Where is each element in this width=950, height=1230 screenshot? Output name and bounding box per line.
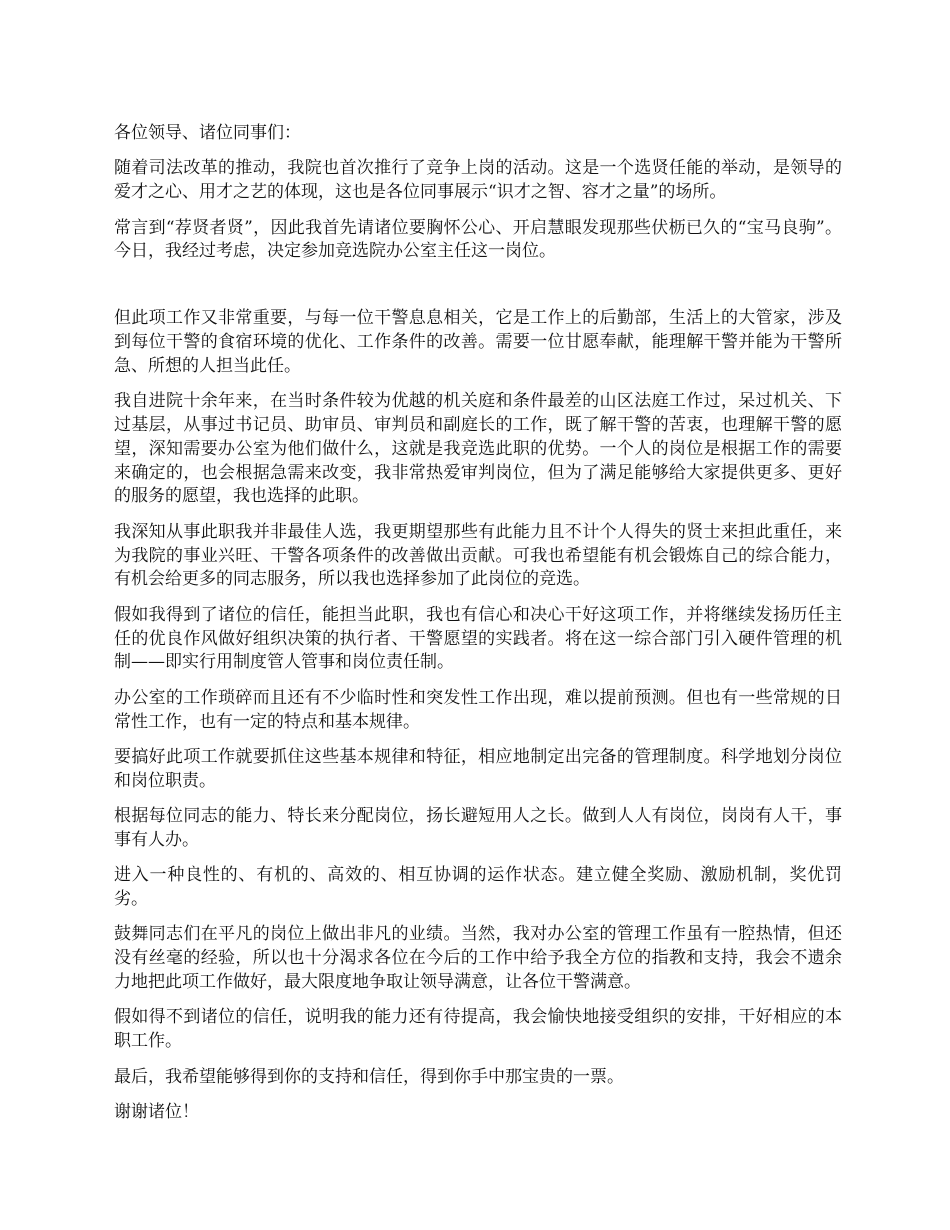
paragraph: 我深知从事此职我并非最佳人选，我更期望那些有此能力且不计个人得失的贤士来担此重任，来为我院的事业兴旺、干警各项条件的改善做出贡献。可我也希望能有机会锻炼自己的综合能力，有机会给更多的同志服务，所以我也选择参加了此岗位的竞选。 xyxy=(114,521,842,590)
paragraph: 最后，我希望能够得到你的支持和信任，得到你手中那宝贵的一票。 xyxy=(114,1066,624,1087)
paragraph: 鼓舞同志们在平凡的岗位上做出非凡的业绩。当然，我对办公室的管理工作虽有一腔热情，但还没有丝毫的经验，所以也十分渴求各位在今后的工作中给予我全方位的指教和支持，我会不遗余力地把此项工作做好，最大限度地争取让领导满意，让各位干警满意。 xyxy=(114,924,842,993)
paragraph: 假如得不到诸位的信任，说明我的能力还有待提高，我会愉快地接受组织的安排，干好相应的本职工作。 xyxy=(114,1007,842,1052)
salutation: 各位领导、诸位同事们： xyxy=(114,123,301,143)
paragraph: 办公室的工作琐碎而且还有不少临时性和突发性工作出现，难以提前预测。但也有一些常规的日常性工作，也有一定的特点和基本规律。 xyxy=(114,687,842,732)
paragraph: 假如我得到了诸位的信任，能担当此职，我也有信心和决心干好这项工作，并将继续发扬历任主任的优良作风做好组织决策的执行者、干警愿望的实践者。将在这一综合部门引入硬件管理的机制——即实行用制度管人管事和岗位责任制。 xyxy=(114,604,842,673)
paragraph: 根据每位同志的能力、特长来分配岗位，扬长避短用人之长。做到人人有岗位，岗岗有人干，事事有人办。 xyxy=(114,806,842,850)
paragraph: 进入一种良性的、有机的、高效的、相互协调的运作状态。建立健全奖励、激励机制，奖优罚劣。 xyxy=(114,865,842,910)
paragraph: 但此项工作又非常重要，与每一位干警息息相关，它是工作上的后勤部，生活上的大管家，涉及到每位干警的食宿环境的优化、工作条件的改善。需要一位甘愿奉献，能理解干警并能为干警所急、所想的人担当此任。 xyxy=(114,308,842,376)
closing: 谢谢诸位！ xyxy=(114,1102,199,1123)
paragraph: 常言到“荐贤者贤”，因此我首先请诸位要胸怀公心、开启慧眼发现那些伏枥已久的“宝马良驹”。 今日，我经过考虑，决定参加竞选院办公室主任这一岗位。 xyxy=(114,217,842,262)
paragraph: 我自进院十余年来，在当时条件较为优越的机关庭和条件最差的山区法庭工作过，呆过机关、下过基层，从事过书记员、助审员、审判员和副庭长的工作，既了解干警的苦衷，也理解干警的愿望，深知需要办公室为他们做什么，这就是我竞选此职的优势。一个人的岗位是根据工作的需要来确定的，也会根据急需来改变，我非常热爱审判岗位，但为了满足能够给大家提供更多、更好的服务的愿望，我也选择的此职。 xyxy=(114,391,842,507)
paragraph: 随着司法改革的推动，我院也首次推行了竞争上岗的活动。这是一个选贤任能的举动，是领导的爱才之心、用才之艺的体现，这也是各位同事展示“识才之智、容才之量”的场所。 xyxy=(114,158,842,203)
paragraph: 要搞好此项工作就要抓住这些基本规律和特征，相应地制定出完备的管理制度。科学地划分岗位和岗位职责。 xyxy=(114,746,842,791)
speech-document xyxy=(114,122,842,1136)
